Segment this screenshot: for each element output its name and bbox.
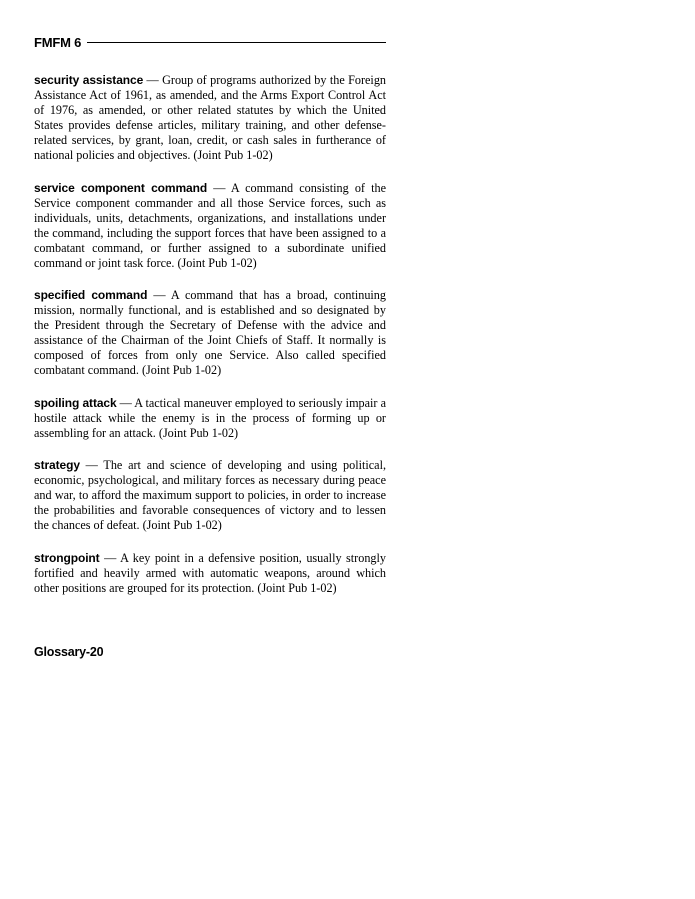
glossary-entry-strategy (34, 458, 386, 533)
glossary-entry-specified-command (34, 288, 386, 378)
entry-term: security assistance (34, 73, 144, 87)
glossary-entry-security-assistance (34, 73, 386, 163)
glossary-entry-spoiling-attack (34, 396, 386, 441)
entry-term: service component command (34, 180, 208, 195)
entry-definition: — A command consisting of the Service component commander and all those Service forces, such as individuals, units, detachments, organizations, and installations under the command, including the support forces that have been assigned to a combatant command, or further assigned to a subordinate unified command or joint task force. (Joint Pub 1-02) (34, 180, 386, 270)
page-header (34, 34, 386, 50)
entry-term: specified command (34, 288, 148, 303)
entry-term: strategy (34, 458, 80, 473)
entry-definition: — Group of programs authorized by the Foreign Assistance Act of 1961, as amended, and the Arms Export Control Act of 1976, as amended, or other related statutes by which the United States provides defense articles, military training, and other defense-related services, by grant, loan, credit, or cash sales in furtherance of national policies and objectives. (Joint Pub 1-02) (34, 73, 387, 163)
header-rule (87, 42, 386, 43)
glossary-entries (34, 73, 386, 613)
entry-definition: — A key point in a defensive position, usually strongly fortified and heavily armed with automatic weapons, around which other positions are grouped for its protection. (Joint Pub 1-02) (34, 550, 387, 595)
entry-definition: — A tactical maneuver employed to seriously impair a hostile attack while the enemy is in the process of forming up or assembling for an attack. (Joint Pub 1-02) (34, 395, 386, 440)
entry-term: spoiling attack (34, 395, 117, 410)
glossary-entry-service-component-command (34, 181, 386, 271)
entry-term: strongpoint (34, 550, 100, 565)
page-number: Glossary-20 (34, 645, 104, 659)
glossary-entry-strongpoint (34, 551, 386, 596)
entry-definition: — A command that has a broad, continuing mission, normally functional, and is established and so designated by the President through the Secretary of Defense with the advice and assistance of the Chairman of the Joint Chiefs of Staff. It normally is composed of forces from only one Service. Also called specified combatant command. (Joint Pub 1-02) (34, 288, 386, 378)
entry-definition: — The art and science of developing and using political, economic, psychological, and military forces as necessary during peace and war, to afford the maximum support to policies, in order to increase the probabilities and favorable consequences of victory and to lessen the chances of defeat. (Joint Pub 1-02) (34, 458, 386, 533)
document-id: FMFM 6 (34, 34, 82, 50)
